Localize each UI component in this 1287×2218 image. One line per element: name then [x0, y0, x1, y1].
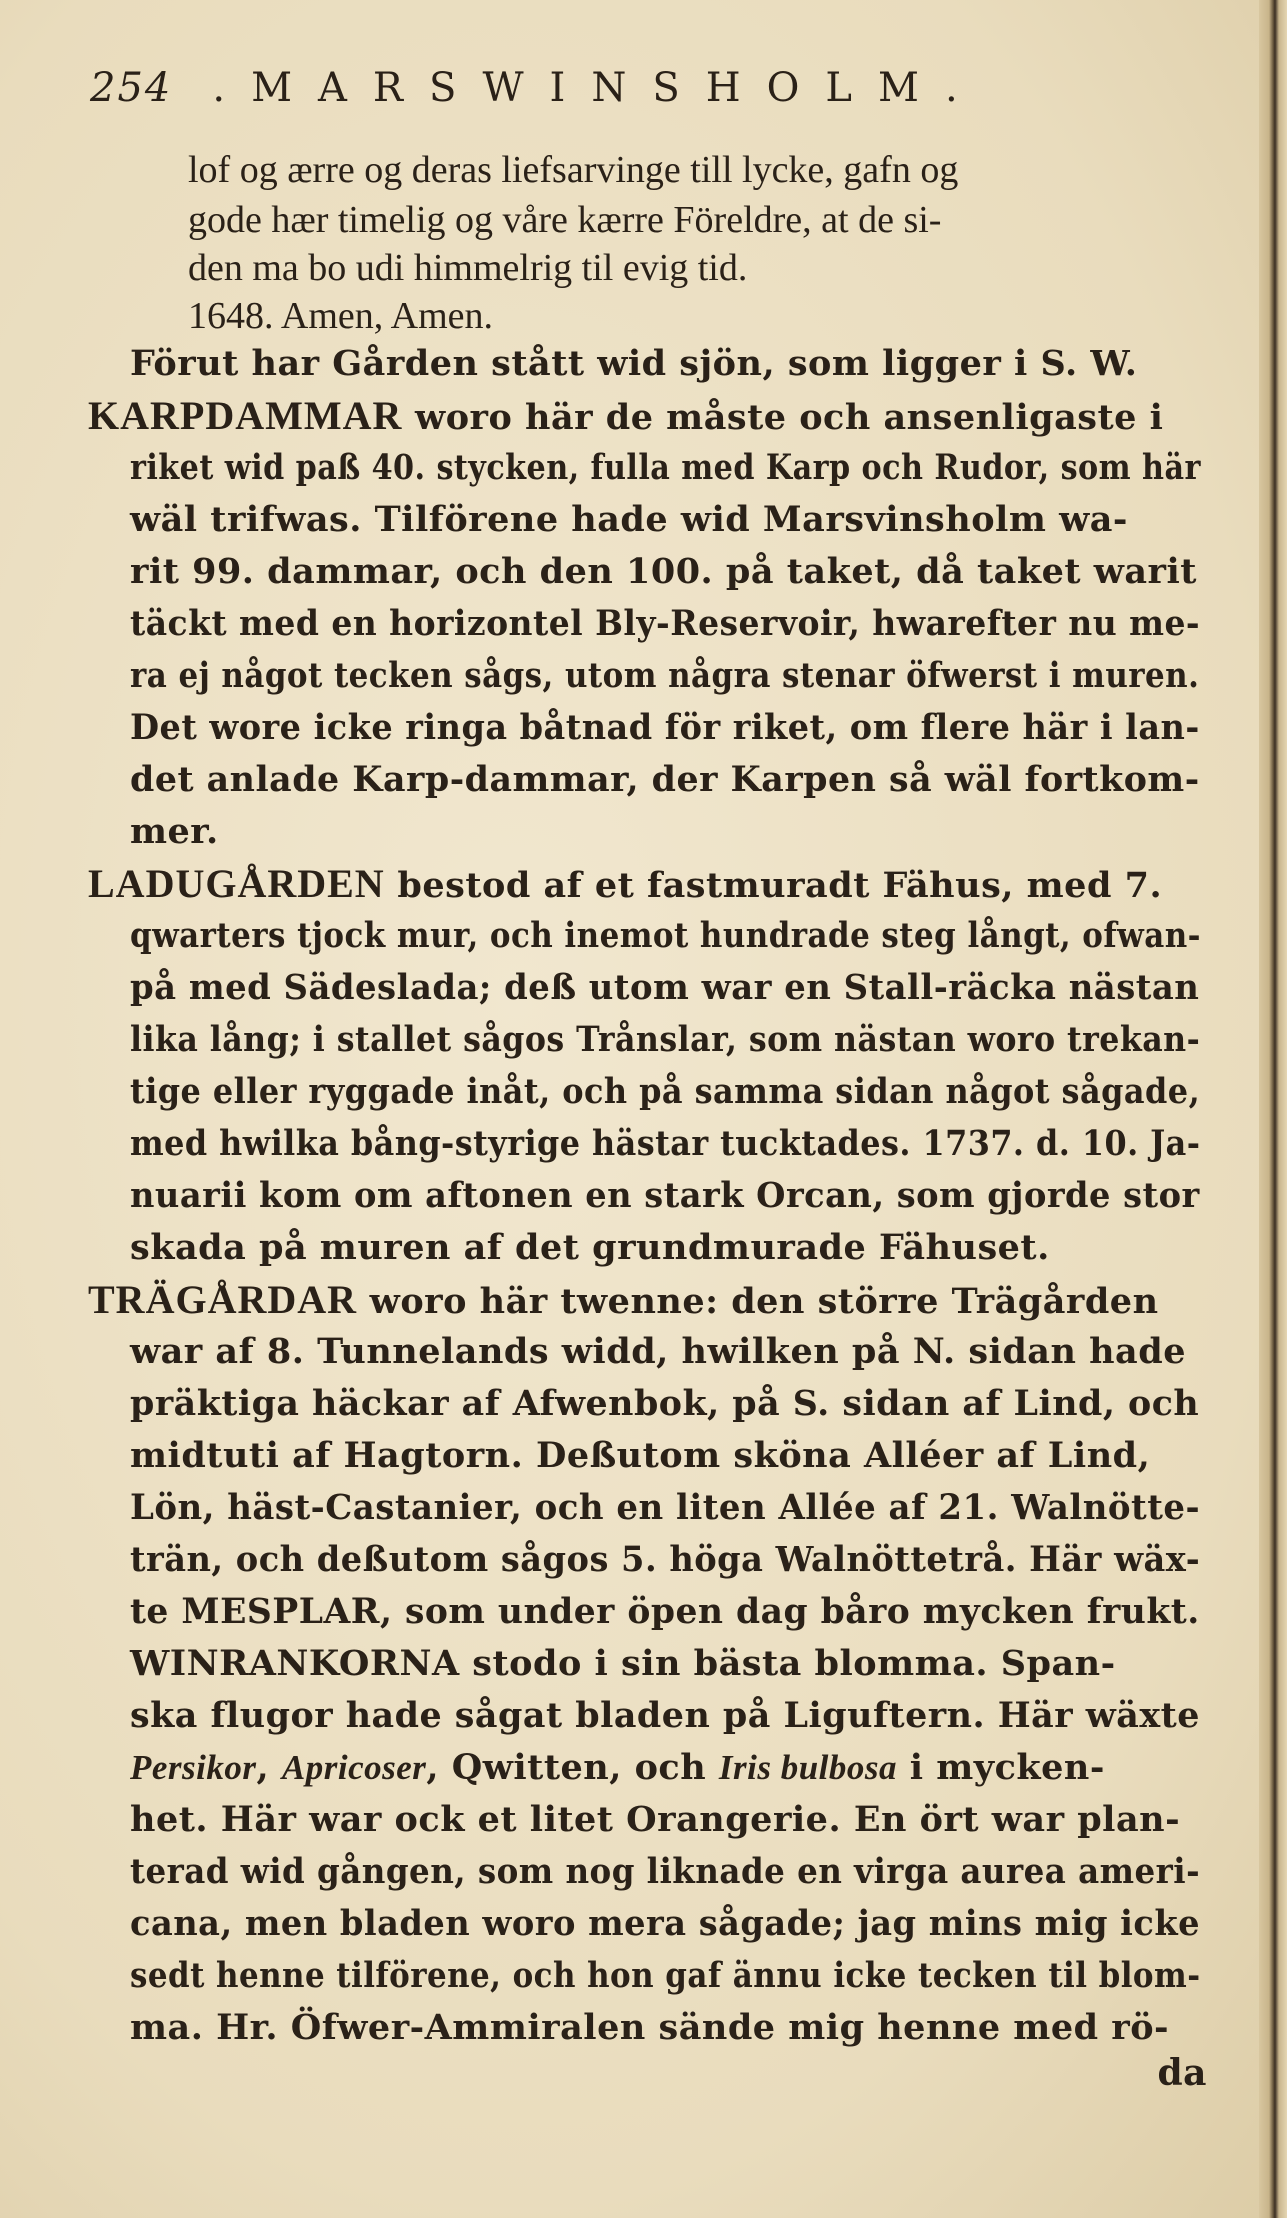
running-title: .MARSWINSHOLM. — [212, 65, 984, 111]
text-line: LADUGÅRDEN bestod af et fastmuradt Fähus, med 7. — [88, 861, 1163, 906]
text-line: skada på muren af det grundmurade Fähuset. — [130, 1227, 1050, 1268]
text-line: Persikor, Apricoser, Qwitten, och Iris bulbosa i mycken- — [130, 1747, 1105, 1788]
text-line: ra ej något tecken sågs, utom några stenar öfwerst i muren. — [130, 655, 1200, 696]
text-line: rit 99. dammar, och den 100. på taket, då taket warit — [130, 551, 1197, 592]
section-heading: KARPDAMMAR — [88, 393, 403, 438]
section-heading: TRÄGÅRDAR — [88, 1277, 357, 1322]
text-line: cana, men bladen woro mera sågade; jag mins mig icke — [130, 1903, 1201, 1944]
text-line: qwarters tjock mur, och inemot hundrade steg långt, ofwan- — [130, 915, 1201, 956]
text-line: war af 8. Tunnelands widd, hwilken på N. sidan hade — [130, 1331, 1186, 1372]
text-line: ma. Hr. Öfwer-Ammiralen sände mig henne med rö- — [130, 2007, 1170, 2048]
catchword: da — [1157, 2052, 1207, 2094]
text-line: tige eller ryggade inåt, och på samma sidan något sågade, — [130, 1071, 1201, 1112]
text-line: 1648. Amen, Amen. — [188, 295, 494, 337]
text-line: lika lång; i stallet sågos Trånslar, som nästan woro trekan- — [130, 1019, 1201, 1060]
running-head — [90, 58, 1190, 118]
text-line: med hwilka bång-styrige hästar tucktades. 1737. d. 10. Ja- — [130, 1123, 1201, 1164]
section-heading: LADUGÅRDEN — [88, 861, 385, 906]
text-line: wäl trifwas. Tilförene hade wid Marsvinsholm wa- — [130, 499, 1128, 540]
text-line: gode hær timelig og våre kærre Föreldre, at de si- — [188, 199, 942, 241]
text-line: sedt henne tilförene, och hon gaf ännu icke tecken til blom- — [130, 1955, 1201, 1996]
text-line: nuarii kom om aftonen en stark Orcan, som gjorde stor — [130, 1175, 1200, 1216]
text-line: Det wore icke ringa båtnad för riket, om flere här i lan- — [130, 707, 1200, 748]
text-line: Förut har Gården stått wid sjön, som ligger i S. W. — [130, 343, 1138, 384]
text-line: trän, och deßutom sågos 5. höga Walnöttetrå. Här wäx- — [130, 1539, 1201, 1580]
page-number: 254 — [90, 65, 173, 111]
text-line: te MESPLAR, som under öpen dag båro mycken frukt. — [130, 1591, 1200, 1632]
text-line: terad wid gången, som nog liknade en virga aurea ameri- — [130, 1851, 1201, 1892]
text-line: riket wid paß 40. stycken, fulla med Karp och Rudor, som här — [130, 447, 1201, 488]
text-line: mer. — [130, 811, 219, 852]
text-line: midtuti af Hagtorn. Deßutom sköna Alléer af Lind, — [130, 1435, 1151, 1476]
text-line: Lön, häst-Castanier, och en liten Allée af 21. Walnötte- — [130, 1487, 1201, 1528]
text-line: på med Sädeslada; deß utom war en Stall-räcka nästan — [130, 967, 1200, 1008]
text-line: KARPDAMMAR woro här de måste och ansenligaste i — [88, 393, 1164, 438]
text-line: den ma bo udi himmelrig til evig tid. — [188, 247, 748, 289]
page-binding-edge — [1259, 0, 1287, 2218]
text-line: WINRANKORNA stodo i sin bästa blomma. Span- — [130, 1643, 1116, 1684]
text-line: präktiga häckar af Afwenbok, på S. sidan af Lind, och — [130, 1383, 1200, 1424]
text-line: het. Här war ock et litet Orangerie. En ört war plan- — [130, 1799, 1181, 1840]
text-line: täckt med en horizontel Bly-Reservoir, hwarefter nu me- — [130, 603, 1201, 644]
text-line: ska flugor hade sågat bladen på Liguftern. Här wäxte — [130, 1695, 1200, 1736]
text-line: TRÄGÅRDAR woro här twenne: den större Trägården — [88, 1277, 1159, 1322]
text-line: lof og ærre og deras liefsarvinge till lycke, gafn og — [188, 149, 959, 191]
text-line: det anlade Karp-dammar, der Karpen så wäl fortkom- — [130, 759, 1200, 800]
